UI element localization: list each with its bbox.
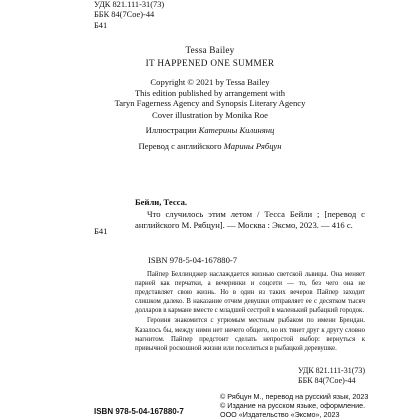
annotation-paragraph-1: Пайпер Беллинджер наслаждается жизнью светской львицы. Она меняет парней как перчатки, а вечеринки и соцсети — то, без чего она не представляет свою жизнь. Но в один из таких вечеров Пайпер заходит слишком далеко. В наказание отчим девушки отправляет ее с десятком тысяч долларов в кармане вместе с младшей сестрой в маленький рыбацкий городок.	[135, 271, 365, 315]
udk-code-bottom: УДК 821.111-31(73)	[298, 366, 366, 375]
isbn-record: ISBN 978-5-04-167880-7	[148, 255, 238, 265]
arrangement-line-1: This edition published by arrangement with	[134, 88, 286, 98]
translator-name: Марины Рябцун	[223, 141, 282, 151]
original-title: IT HAPPENED ONE SUMMER	[145, 58, 275, 68]
bibliographic-code: Б41	[94, 226, 108, 236]
illustrator-name: Катерины Килинянц	[198, 125, 275, 135]
illustrations-prefix: Иллюстрации	[145, 125, 199, 135]
bbk-code: ББК 84(7Сое)-44	[94, 10, 155, 20]
bibliographic-heading: Бейли, Тесса.	[135, 197, 188, 207]
author-mark: Б41	[94, 20, 108, 30]
copyright-line: Copyright © 2021 by Tessa Bailey	[150, 77, 270, 87]
translation-prefix: Перевод с английского	[138, 141, 224, 151]
bibliographic-record	[135, 197, 365, 232]
bibliographic-description: Что случилось этим летом / Тесса Бейли ; [перевод с английского М. Рябцун]. — Москва : Эксмо, 2023. — 416 с.	[135, 208, 365, 231]
translation-credit	[0, 141, 420, 151]
illustrations-credit	[0, 125, 420, 135]
annotation	[135, 270, 365, 354]
original-author: Tessa Bailey	[185, 45, 235, 55]
translation-copyright: © Рябцун М., перевод на русский язык, 2023	[220, 392, 369, 401]
bbk-code-bottom: ББК 84(7Сое)-44	[298, 376, 356, 385]
annotation-paragraph-2: Героиня знакомится с угрюмым местным рыбаком по имени Брендан. Казалось бы, между ними нет ничего общего, но их тянет друг к другу словно магнитом. Пайпер предстоит сделать непростой выбор: вернуться к привычной роскошной жизни или поселиться в рыбацкой деревушке.	[135, 317, 365, 352]
udk-code: УДК 821.111-31(73)	[94, 0, 165, 9]
catalog-codes-bottom	[298, 366, 365, 386]
catalog-codes-top	[94, 0, 164, 31]
publisher-copyright: ООО «Издательство «Эксмо», 2023	[220, 410, 340, 420]
copyright-block	[220, 392, 368, 420]
isbn-footer: ISBN 978-5-04-167880-7	[94, 407, 184, 416]
arrangement-line-2: Taryn Fagerness Agency and Synopsis Literary Agency	[114, 98, 306, 108]
cover-illustration-credit: Cover illustration by Monika Roe	[151, 110, 268, 120]
edition-copyright: © Издание на русском языке, оформление.	[220, 401, 366, 411]
